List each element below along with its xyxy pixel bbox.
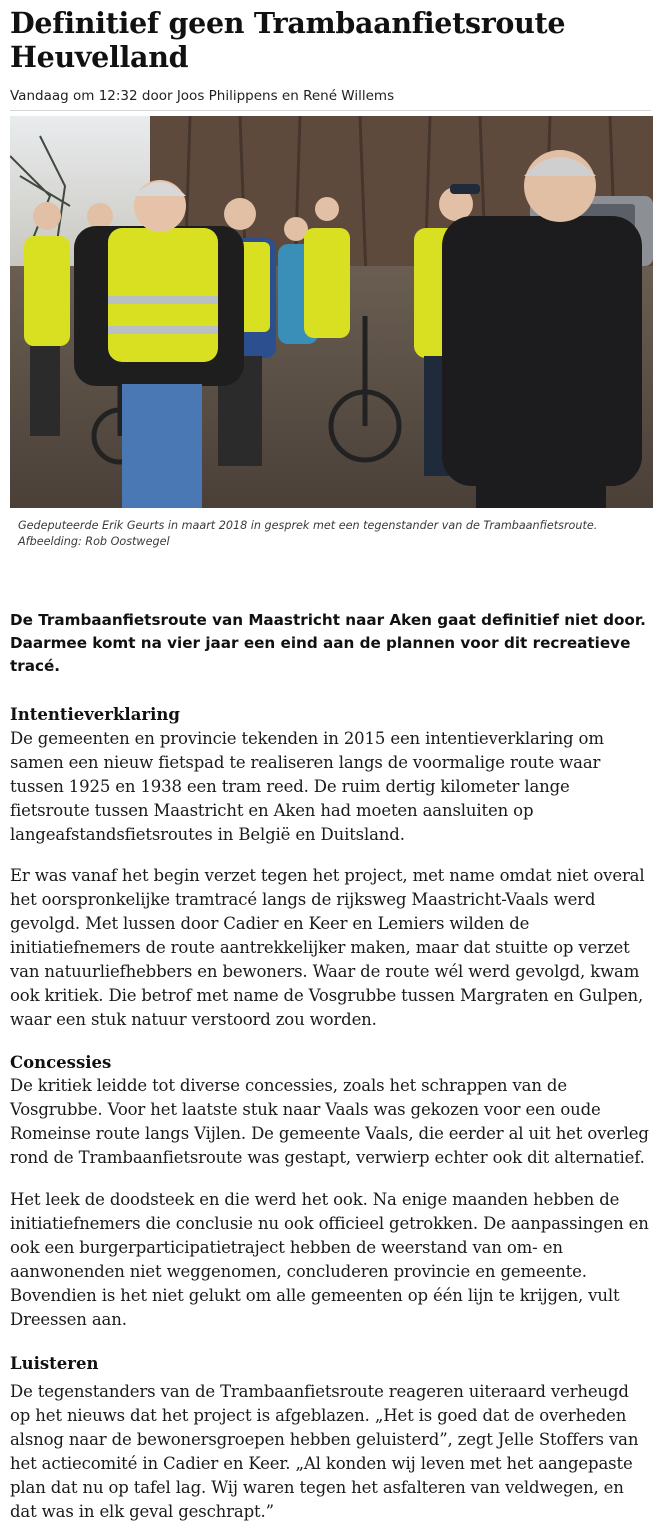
article-paragraph: Er was vanaf het begin verzet tegen het project, met name omdat niet overal het oorspronkelijke tramtracé langs de rijksweg Maastricht-Vaals werd gevolgd. Met lussen door Cadier en Keer en Lemiers wilden de initiatiefnemers de route aantrekkelijker maken, maar dat stuitte op verzet van natuurliefhebbers en bewoners. Waar de route wél werd gevolgd, kwam ook kritiek. Die betrof met name de Vosgrubbe tussen Margraten en Gulpen, waar een stuk natuur verstoord zou worden.: [10, 866, 645, 1029]
article-paragraph: De tegenstanders van de Trambaanfietsroute reageren uiteraard verheugd op het nieuws dat het project is afgeblazen. „Het is goed dat de overheden alsnog naar de bewonersgroepen hebben geluisterd”, zegt Jelle Stoffers van het actiecomité in Cadier en Keer. „Al konden wij leven met het aangepaste plan dat nu op tafel lag. Wij waren tegen het asfalteren van veldwegen, en dat was in elk geval geschrapt.”: [10, 1382, 639, 1521]
section-heading: Intentieverklaring: [10, 705, 180, 724]
photo-caption: Gedeputeerde Erik Geurts in maart 2018 in gesprek met een tegenstander van de Trambaanfietsroute. Afbeelding: Rob Oostwegel: [18, 519, 598, 548]
article-paragraph: De gemeenten en provincie tekenden in 2015 een intentieverklaring om samen een nieuw fietspad te realiseren langs de voormalige route waar tussen 1925 en 1938 een tram reed. De ruim dertig kilometer lange fietsroute tussen Maastricht en Aken had moeten aansluiten op langeafstandsfietsroutes in België en Duitsland.: [10, 729, 604, 844]
article-paragraph: Het leek de doodsteek en die werd het ook. Na enige maanden hebben de initiatiefnemers die conclusie nu ook officieel getrokken. De aanpassingen en ook een burgerparticipatietraject hebben de weerstand van om- en aanwonenden niet weggenomen, concluderen provincie en gemeente. Bovendien is het niet gelukt om alle gemeenten op één lijn te krijgen, vult Dreessen aan.: [10, 1190, 649, 1329]
article-paragraph: De kritiek leidde tot diverse concessies, zoals het schrappen van de Vosgrubbe. Voor het laatste stuk naar Vaals was gekozen voor een oude Romeinse route langs Vijlen. De gemeente Vaals, die eerder al uit het overleg rond de Trambaanfietsroute was gestapt, verwierp echter ook dit alternatief.: [10, 1076, 649, 1167]
section-heading: Concessies: [10, 1053, 112, 1072]
article-title: Definitief geen Trambaanfietsroute Heuvelland: [10, 6, 566, 74]
article-byline: Vandaag om 12:32 door Joos Philippens en René Willems: [10, 87, 651, 111]
section-heading: Luisteren: [10, 1354, 99, 1373]
article-photo[interactable]: [10, 116, 653, 508]
photo-illustration: [10, 116, 653, 508]
article-lead: De Trambaanfietsroute van Maastricht naar Aken gaat definitief niet door. Daarmee komt na vier jaar een eind aan de plannen voor dit recreatieve tracé.: [10, 611, 646, 675]
